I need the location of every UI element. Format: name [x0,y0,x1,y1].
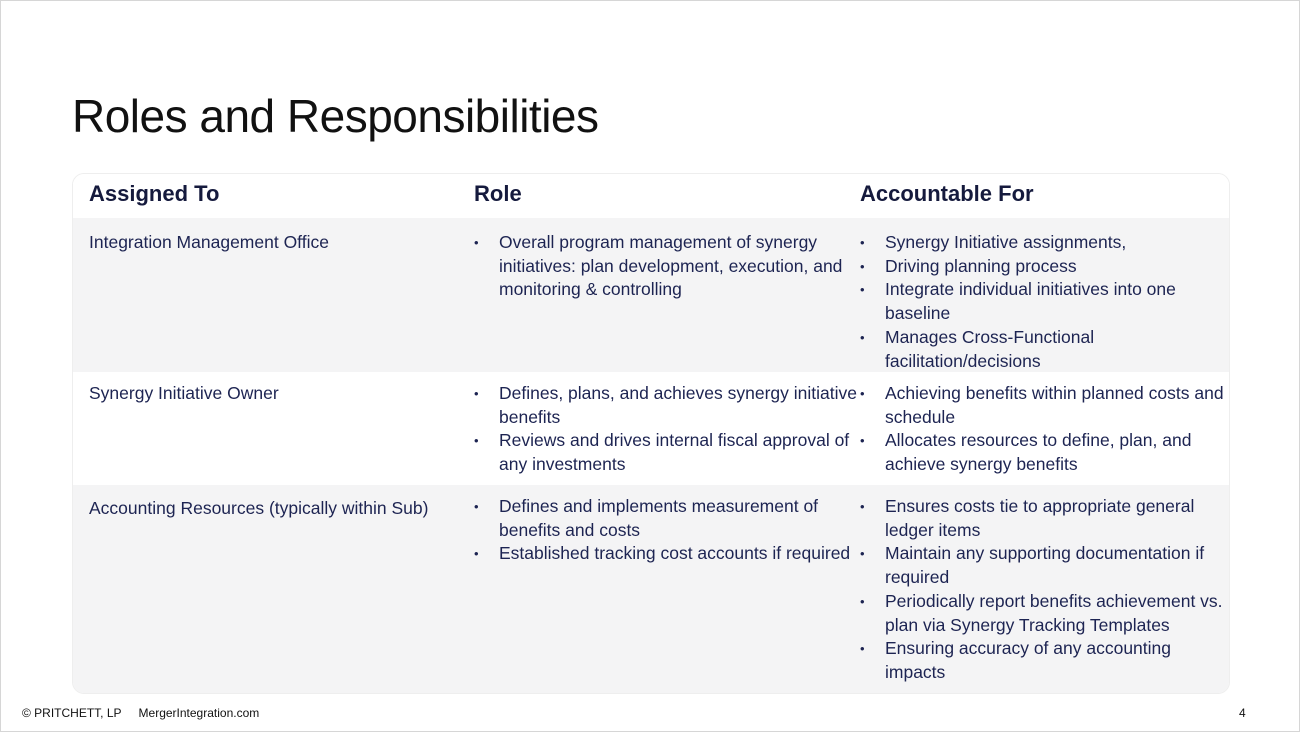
header-accountable-for: Accountable For [860,181,1034,206]
bullet-icon: • [860,329,865,345]
list-item-text: Defines, plans, and achieves synergy initiative benefits [499,383,857,427]
bullet-icon: • [860,386,865,401]
list-item [474,231,860,302]
list-item [860,231,1230,255]
list-item-text: Overall program management of synergy initiatives: plan development, execution, and monitoring & controlling [499,232,843,300]
role-list [474,495,860,566]
list-item-text: Synergy Initiative assignments, [885,232,1127,252]
list-item [860,495,1230,542]
list-item-text: Periodically report benefits achievement vs. plan via Synergy Tracking Templates [885,590,1223,635]
list-item [474,542,860,566]
list-item [860,326,1230,373]
list-item [860,590,1230,637]
list-item-text: Manages Cross-Functional facilitation/decisions [885,326,1095,371]
bullet-icon: • [474,386,479,401]
accountable-cell [860,218,1230,373]
bullet-icon: • [860,546,865,562]
bullet-icon: • [860,641,865,657]
bullet-icon: • [860,499,865,514]
bullet-icon: • [474,235,479,250]
list-item-text: Defines and implements measurement of benefits and costs [499,496,819,540]
list-item-text: Allocates resources to define, plan, and achieve synergy benefits [885,430,1192,475]
role-cell [474,218,860,302]
accountable-list [860,231,1230,373]
assigned-to-cell: Integration Management Office [89,232,329,252]
table-row [73,218,1230,372]
bullet-icon: • [474,499,479,514]
list-item-text: Driving planning process [885,255,1077,276]
role-cell [474,372,860,477]
list-item-text: Reviews and drives internal fiscal approval of any investments [499,430,850,475]
role-list [474,382,860,477]
table-header-row [73,174,1230,218]
list-item [474,495,860,542]
list-item [474,429,860,476]
footer [22,706,259,720]
bullet-icon: • [860,433,865,449]
bullet-icon: • [860,593,865,609]
page-number: 4 [1239,706,1246,720]
list-item-text: Ensuring accuracy of any accounting impacts [885,638,1171,682]
list-item [474,382,860,429]
list-item-text: Established tracking cost accounts if required [499,543,851,564]
list-item [860,429,1230,476]
roles-table [72,173,1230,694]
bullet-icon: • [860,258,865,274]
list-item [860,278,1230,325]
bullet-icon: • [860,235,865,250]
accountable-cell [860,372,1230,477]
accountable-cell [860,485,1230,685]
page-title: Roles and Responsibilities [72,90,599,142]
list-item-text: Achieving benefits within planned costs and schedule [885,383,1224,427]
list-item-text: Integrate individual initiatives into one baseline [885,279,1176,324]
list-item [860,255,1230,279]
list-item [860,637,1230,684]
footer-website: MergerIntegration.com [138,706,260,720]
table-row [73,485,1230,694]
table-row [73,372,1230,485]
accountable-list [860,382,1230,477]
bullet-icon: • [474,546,479,562]
bullet-icon: • [860,282,865,298]
assigned-to-cell: Synergy Initiative Owner [89,383,279,403]
role-list [474,231,860,302]
accountable-list [860,495,1230,685]
assigned-to-cell: Accounting Resources (typically within Sub) [89,498,429,518]
footer-copyright: © PRITCHETT, LP [22,706,122,720]
list-item [860,382,1230,429]
list-item-text: Maintain any supporting documentation if required [885,543,1205,588]
role-cell [474,485,860,566]
header-assigned-to: Assigned To [89,181,220,206]
list-item [860,542,1230,589]
header-role: Role [474,181,522,206]
bullet-icon: • [474,433,479,449]
list-item-text: Ensures costs tie to appropriate general ledger items [885,496,1195,540]
